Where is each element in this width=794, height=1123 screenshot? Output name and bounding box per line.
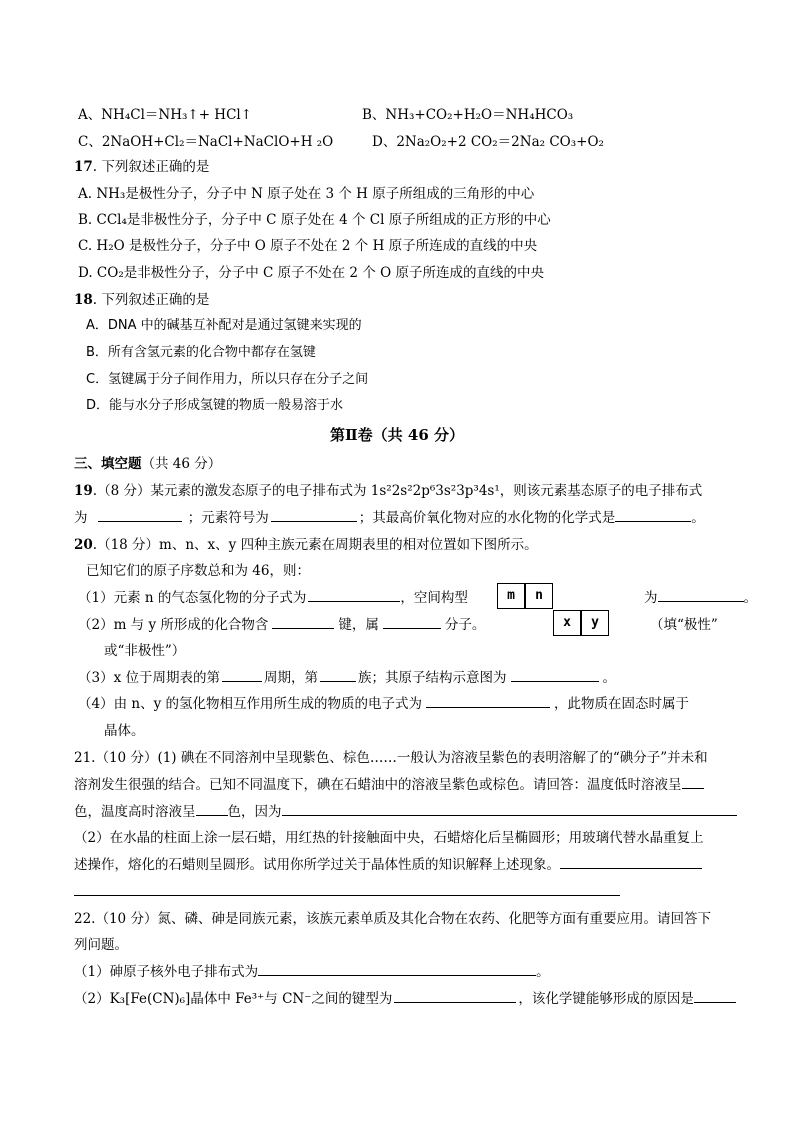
q21-line5: [74, 856, 702, 874]
q20-p1-for: 为: [644, 590, 658, 606]
q21-line5-text: 述操作，熔化的石蜡则呈圆形。试用你所学过关于晶体性质的知识解释上述现象。: [74, 857, 560, 873]
q19-text: .（8 分）某元素的激发态原子的电子排布式为 1s²2s²2p⁶3s²3p³4s¹，则该元素基态原子的电子排布式: [92, 483, 703, 499]
q16-option-b: B、NH₃+CO₂+H₂O＝NH₄HCO₃: [362, 107, 574, 123]
q20-part1-end: [644, 589, 757, 607]
q19-number: 19: [74, 483, 93, 499]
q22-part1: [74, 963, 550, 981]
q22-part2: [74, 990, 736, 1008]
cell-m: m: [497, 583, 525, 609]
q20-p1-text: （1）元素 n 的气态氢化物的分子式为: [78, 590, 307, 606]
q20-text: .（18 分）m、n、x、y 四种主族元素在周期表里的相对位置如下图所示。: [92, 537, 538, 553]
q20-p2-hint: （填“极性”: [650, 617, 718, 633]
q20-p1-period: 。: [743, 590, 757, 606]
q17-option-b: B. CCl₄是非极性分子，分子中 C 原子处在 4 个 Cl 原子所组成的正方形的中心: [78, 212, 551, 228]
q20-blank-polarity[interactable]: [383, 616, 441, 629]
q21-blank-high-temp[interactable]: [196, 803, 228, 816]
q19-line1: [74, 482, 702, 500]
q20-part1: [78, 589, 468, 607]
q20-p2-text: （2）m 与 y 所形成的化合物含: [78, 617, 269, 633]
q17-number: 17: [74, 159, 93, 175]
q20-line2: 已知它们的原子序数总和为 46，则：: [86, 563, 310, 579]
q21-line2-text: 溶剂发生很强的结合。已知不同温度下，碘在石蜡油中的溶液呈紫色或棕色。请回答：温度低时溶液呈: [74, 777, 682, 793]
q21-because: 色，因为: [227, 804, 282, 820]
q20-p2-molecule: 分子。: [444, 617, 486, 633]
q20-blank-period[interactable]: [222, 669, 262, 682]
cell-x: x: [553, 610, 581, 636]
q18-number: 18: [74, 292, 93, 308]
part2-title: 第Ⅱ卷（共 46 分）: [330, 426, 464, 444]
q20-blank-diagram[interactable]: [511, 669, 599, 682]
q17-option-c: C. H₂O 是极性分子，分子中 O 原子不处在 2 个 H 原子所连成的直线的中央: [78, 238, 538, 254]
q19-blank-symbol[interactable]: [271, 509, 357, 522]
section3-title: 三、填空题: [74, 456, 142, 472]
q18-option-a: A．DNA 中的碱基互补配对是通过氢键来实现的: [86, 318, 362, 333]
q20-p4-crystal: 晶体。: [104, 723, 145, 739]
q21-line1: 21.（10 分）(1) 碘在不同溶剂中呈现紫色、棕色……一般认为溶液呈紫色的表明溶解了的“碘分子”并未和: [74, 750, 708, 766]
q20-p2-belong: 键，属: [338, 617, 379, 633]
q19-blank-config[interactable]: [98, 509, 182, 522]
q19-line2: [74, 509, 705, 527]
q18-stem-text: . 下列叙述正确的是: [92, 292, 210, 308]
q20-number: 20: [74, 537, 93, 553]
q22-p2-reason: ，该化学键能够形成的原因是: [518, 991, 694, 1007]
q20-blank-electron-formula[interactable]: [426, 695, 550, 708]
q20-p4-text: （4）由 n、y 的氢化物相互作用所生成的物质的电子式为: [78, 696, 422, 712]
q17-stem: [74, 158, 209, 176]
q20-p4-solid: ，此物质在固态时属于: [554, 696, 689, 712]
q20-p1-shape-label: ，空间构型: [400, 590, 468, 606]
q20-blank-hydride[interactable]: [308, 589, 400, 602]
q22-line2: 列问题。: [74, 937, 128, 953]
q22-blank-arsenic-config[interactable]: [258, 963, 536, 976]
q16-option-d: D、2Na₂O₂+2 CO₂＝2Na₂ CO₃+O₂: [372, 134, 604, 150]
q22-blank-reason[interactable]: [694, 990, 736, 1003]
q22-p2-text: （2）K₃[Fe(CN)₆]晶体中 Fe³⁺与 CN⁻之间的键型为: [74, 991, 393, 1007]
q21-answer-line[interactable]: [74, 895, 620, 896]
q21-line3: [74, 803, 737, 821]
q16-option-a: A、NH₄Cl＝NH₃↑+ HCl↑: [78, 107, 253, 123]
q20-part4: [78, 695, 689, 713]
q22-p1-period: 。: [536, 964, 550, 980]
section3-score: （共 46 分）: [141, 456, 222, 472]
q18-option-b: B．所有含氢元素的化合物中都存在氢键: [86, 345, 316, 360]
q17-stem-text: . 下列叙述正确的是: [92, 159, 210, 175]
q21-blank-reason[interactable]: [282, 803, 737, 816]
q21-blank-explain[interactable]: [560, 856, 702, 869]
q20-p3-text: （3）x 位于周期表的第: [78, 670, 220, 686]
section3-heading: [74, 455, 221, 473]
q20-blank-group[interactable]: [320, 669, 356, 682]
q19-formula-label: ；其最高价氧化物对应的水化物的化学式是: [358, 510, 616, 526]
q19-blank-formula[interactable]: [615, 509, 691, 522]
q21-blank-low-temp[interactable]: [682, 776, 704, 789]
q18-option-c: C．氢键属于分子间作用力，所以只存在分子之间: [86, 372, 369, 387]
q19-period: 。: [691, 510, 705, 526]
q21-line2: [74, 776, 704, 794]
q20-p2-hint2: 或“非极性”）: [104, 643, 186, 659]
q22-line1: 22.（10 分）氮、磷、砷是同族元素，该族元素单质及其化合物在农药、化肥等方面有重要应用。请回答下: [74, 911, 711, 927]
q22-blank-bond-type[interactable]: [394, 990, 516, 1003]
q20-p3-group-label: 周期，第: [264, 670, 318, 686]
q16-option-c: C、2NaOH+Cl₂＝NaCl+NaClO+H ₂O: [78, 134, 334, 150]
q20-blank-shape[interactable]: [658, 589, 744, 602]
q18-stem: [74, 291, 209, 309]
q19-symbol-label: ；元素符号为: [187, 510, 269, 526]
q21-line4: （2）在水晶的柱面上涂一层石蜡，用红热的针接触面中央，石蜡熔化后呈椭圆形；用玻璃代替水晶重复上: [74, 830, 704, 846]
q22-p1-text: （1）砷原子核外电子排布式为: [74, 964, 259, 980]
q20-p3-period: 。: [602, 670, 616, 686]
q20-part3: [78, 669, 616, 687]
q21-line3-text: 色，温度高时溶液呈: [74, 804, 196, 820]
cell-n: n: [525, 583, 553, 609]
q17-option-a: A. NH₃是极性分子，分子中 N 原子处在 3 个 H 原子所组成的三角形的中心: [78, 186, 535, 202]
q20-part2: [78, 616, 485, 634]
q20-p3-diagram-label: 族；其原子结构示意图为: [358, 670, 507, 686]
q20-blank-bond[interactable]: [272, 616, 334, 629]
q19-for-label: 为: [74, 510, 88, 526]
q18-option-d: D．能与水分子形成氢键的物质一般易溶于水: [86, 398, 344, 413]
q20-line1: [74, 536, 538, 554]
cell-y: y: [581, 610, 609, 636]
q17-option-d: D. CO₂是非极性分子，分子中 C 原子不处在 2 个 O 原子所连成的直线的中央: [78, 265, 544, 281]
